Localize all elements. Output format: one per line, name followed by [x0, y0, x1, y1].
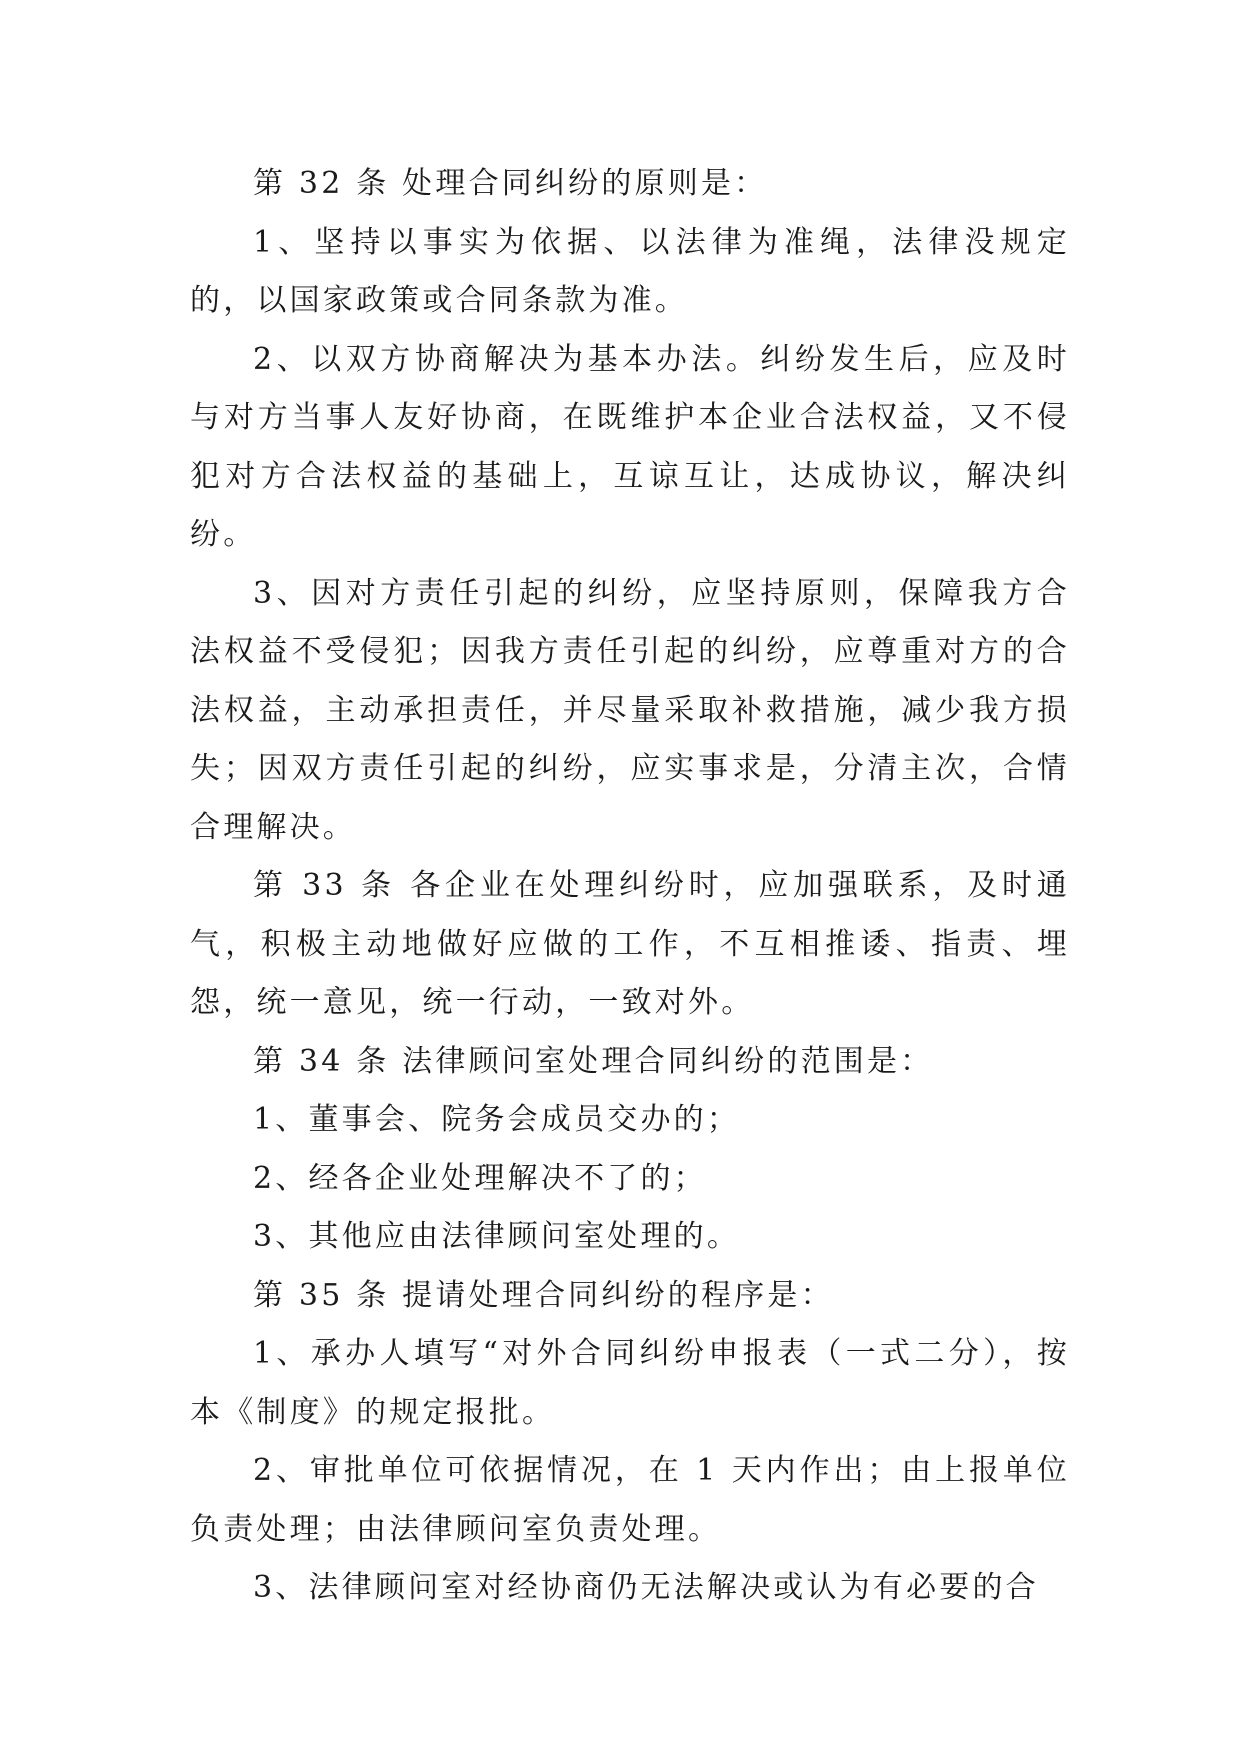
- article-35-item-3: 3、法律顾问室对经协商仍无法解决或认为有必要的合: [253, 1570, 1039, 1605]
- article-32-item-2: 2、以双方协商解决为基本办法。纠纷发生后，应及时与对方当事人友好协商，在既维护本企业合法权益，又不侵犯对方合法权益的基础上，互谅互让，达成协议，解决纠纷。: [190, 341, 1070, 552]
- article-34-item-1: 1、董事会、院务会成员交办的；: [253, 1102, 741, 1137]
- article-33: 第 33 条 各企业在处理纠纷时，应加强联系，及时通气，积极主动地做好应做的工作，不互相推诿、指责、埋怨，统一意见，统一行动，一致对外。: [190, 868, 1070, 1020]
- article-32-item-3: 3、因对方责任引起的纠纷，应坚持原则，保障我方合法权益不受侵犯；因我方责任引起的纠纷，应尊重对方的合法权益，主动承担责任，并尽量采取补救措施，减少我方损失；因双方责任引起的纠纷，应实事求是，分清主次，合情合理解决。: [190, 575, 1070, 845]
- article-35-item-2: 2、审批单位可依据情况，在 1 天内作出；由上报单位负责处理；由法律顾问室负责处理。: [190, 1453, 1070, 1547]
- article-34-item-3: 3、其他应由法律顾问室处理的。: [253, 1219, 741, 1254]
- article-34-heading: 第 34 条 法律顾问室处理合同纠纷的范围是：: [253, 1043, 934, 1079]
- article-35-heading: 第 35 条 提请处理合同纠纷的程序是：: [253, 1277, 834, 1313]
- article-32-heading: 第 32 条 处理合同纠纷的原则是：: [253, 166, 768, 201]
- article-35-item-1: 1、承办人填写“对外合同纠纷申报表（一式二分），按本《制度》的规定报批。: [190, 1336, 1070, 1430]
- article-34-item-2: 2、经各企业处理解决不了的；: [253, 1160, 707, 1196]
- document-body: [190, 155, 1070, 1618]
- article-32-item-1: 1、坚持以事实为依据、以法律为准绳，法律没规定的，以国家政策或合同条款为准。: [190, 224, 1070, 318]
